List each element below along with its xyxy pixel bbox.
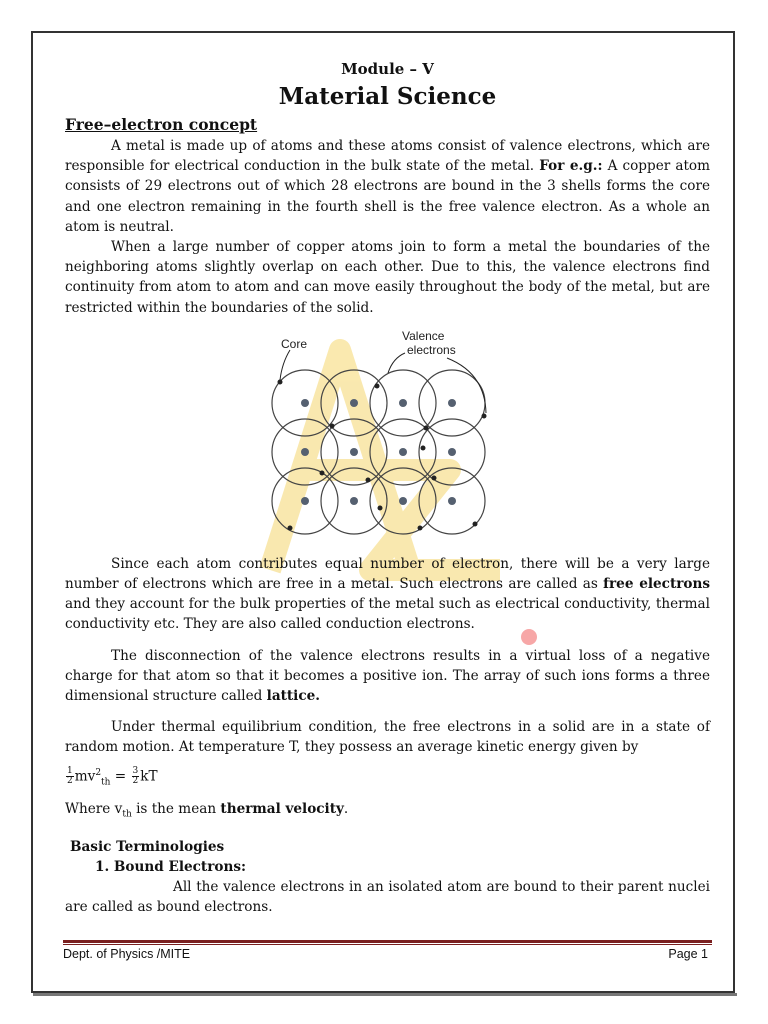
paragraph-4 bbox=[65, 646, 710, 707]
paragraph-3-bold: free electrons bbox=[603, 576, 710, 593]
fraction-three-halves: $\frac{3}{2}$ bbox=[132, 766, 139, 787]
label-valence-1: Valence bbox=[402, 328, 445, 343]
document-content bbox=[65, 58, 710, 917]
footer-rule-thin bbox=[63, 944, 712, 945]
highlight-marker bbox=[521, 629, 537, 645]
paragraph-3-text-b: and they account for the bulk properties of the metal such as electrical conductivity, thermal conductivity etc. They are also called conduction electrons. bbox=[65, 596, 710, 633]
paragraph-5: Under thermal equilibrium condition, the free electrons in a solid are in a state of random motion. At temperature T, they possess an average kinetic energy given by bbox=[65, 719, 710, 756]
module-label: Module – V bbox=[341, 60, 434, 78]
paragraph-2: When a large number of copper atoms join to form a metal the boundaries of the neighboring atoms slightly overlap on each other. Due to this, the valence electrons find continuity from atom to atom and can move easily throughout the body of the metal, but are restricted within the boundaries of the solid. bbox=[65, 239, 710, 316]
bound-electrons-heading: 1. Bound Electrons: bbox=[95, 858, 246, 875]
paragraph-1 bbox=[65, 136, 710, 237]
page-number: Page 1 bbox=[668, 947, 708, 961]
lattice-diagram bbox=[260, 328, 510, 548]
paragraph-1-text-b: A copper atom consists of 29 electrons out of which 28 electrons are bound in the 3 shells forms the core and one electron remaining in the fourth shell is the free valence electron. As a whole an atom is neutral. bbox=[65, 158, 710, 235]
thermal-velocity-term: thermal velocity bbox=[220, 800, 344, 817]
label-core: Core bbox=[281, 336, 308, 351]
kinetic-energy-formula: $\frac{1}{2}$ $mv^2_{th}$ = $\frac{3}{2}$ kT bbox=[67, 766, 158, 787]
label-valence-2: electrons bbox=[407, 342, 456, 357]
footer-rule bbox=[63, 940, 712, 943]
paragraph-1-text-a: A metal is made up of atoms and these atoms consist of valence electrons, which are responsible for electrical conduction in the bulk state of the metal. bbox=[65, 138, 710, 175]
paragraph-4-bold: lattice. bbox=[266, 688, 321, 705]
paragraph-3 bbox=[65, 554, 710, 635]
paragraph-3-text-a: Since each atom contributes equal number of electron, there will be a very large number of electrons which are free in a metal. Such electrons are called as bbox=[65, 555, 710, 593]
where-line: Where $v_{th}$ is the mean thermal velocity. bbox=[65, 800, 349, 820]
page-title: Material Science bbox=[278, 83, 497, 110]
basic-terminologies-heading: Basic Terminologies bbox=[70, 838, 225, 855]
paragraph-1-bold: For e.g.: bbox=[539, 158, 603, 175]
page-border-shadow bbox=[33, 993, 737, 996]
footer-department: Dept. of Physics /MITE bbox=[63, 947, 191, 961]
fraction-half: $\frac{1}{2}$ bbox=[67, 766, 73, 787]
paragraph-4-text: The disconnection of the valence electrons results in a virtual loss of a negative charge for that atom so that it becomes a positive ion. The array of such ions forms a three dimensional structure called bbox=[65, 647, 710, 705]
lattice-figure bbox=[65, 328, 710, 548]
bound-electrons-text: All the valence electrons in an isolated atom are bound to their parent nuclei are called as bound electrons. bbox=[65, 878, 710, 915]
section-heading: Free–electron concept bbox=[65, 115, 258, 134]
